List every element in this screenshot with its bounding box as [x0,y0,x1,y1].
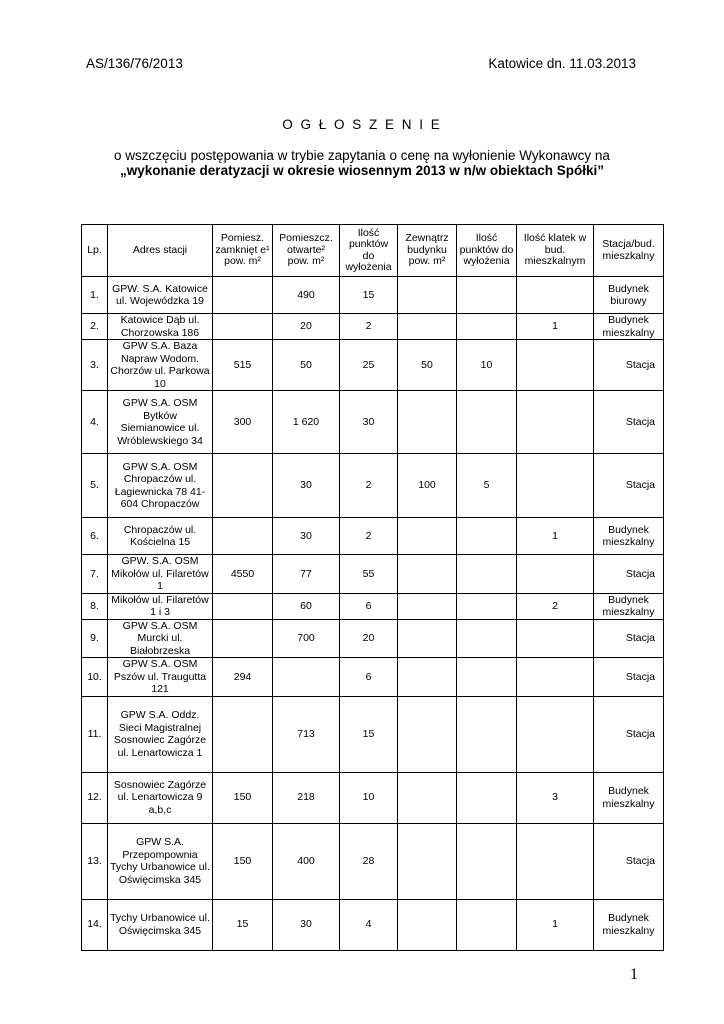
cell-typ: Budynek mieszkalny [594,772,664,823]
cell-otwarte: 30 [273,518,340,555]
cell-punkty2 [457,518,517,555]
header-punkty-1: Ilość punktów do wyłożenia [340,225,398,277]
cell-punkty2 [457,823,517,899]
cell-punkty2 [457,391,517,454]
cell-zamkniete [213,518,273,555]
cell-zewnatrz [398,658,457,697]
cell-lp: 12. [82,772,108,823]
cell-klatki: 1 [517,314,594,340]
cell-zamkniete: 150 [213,772,273,823]
table-row [82,454,664,518]
document-reference: AS/136/76/2013 [86,56,183,71]
cell-klatki [517,658,594,697]
cell-zamkniete: 300 [213,391,273,454]
place-and-date: Katowice dn. 11.03.2013 [488,56,636,71]
cell-lp: 7. [82,555,108,594]
cell-adres: GPW. S.A. Katowice ul. Wojewódzka 19 [108,277,213,314]
cell-zewnatrz [398,593,457,619]
cell-zamkniete [213,314,273,340]
cell-typ: Budynek mieszkalny [594,518,664,555]
cell-lp: 5. [82,454,108,518]
cell-lp: 4. [82,391,108,454]
cell-zewnatrz [398,555,457,594]
cell-klatki: 1 [517,899,594,950]
cell-lp: 1. [82,277,108,314]
cell-otwarte: 700 [273,619,340,658]
cell-punkty1: 2 [340,454,398,518]
cell-zewnatrz [398,518,457,555]
cell-zamkniete: 515 [213,340,273,391]
cell-lp: 14. [82,899,108,950]
cell-lp: 2. [82,314,108,340]
cell-klatki: 1 [517,518,594,555]
cell-zamkniete [213,593,273,619]
cell-punkty1: 6 [340,593,398,619]
header-zewnatrz: Zewnątrz budynku pow. m² [398,225,457,277]
cell-zewnatrz: 100 [398,454,457,518]
cell-punkty2 [457,593,517,619]
cell-klatki [517,823,594,899]
cell-punkty2 [457,619,517,658]
cell-punkty1: 10 [340,772,398,823]
table-row [82,277,664,314]
cell-zewnatrz [398,899,457,950]
cell-typ: Budynek mieszkalny [594,899,664,950]
cell-typ: Budynek biurowy [594,277,664,314]
cell-lp: 10. [82,658,108,697]
cell-punkty1: 2 [340,314,398,340]
cell-adres: GPW S.A. OSM Murcki ul. Białobrzeska [108,619,213,658]
subtitle-line-2: „wykonanie deratyzacji w okresie wiosennym 2013 w n/w obiektach Spółki” [120,163,604,178]
cell-punkty2 [457,772,517,823]
header-adres: Adres stacji [108,225,213,277]
cell-typ: Stacja [594,391,664,454]
cell-adres: Tychy Urbanowice ul. Oświęcimska 345 [108,899,213,950]
cell-adres: Mikołów ul. Filaretów 1 i 3 [108,593,213,619]
cell-zewnatrz [398,772,457,823]
cell-punkty1: 55 [340,555,398,594]
cell-zamkniete: 15 [213,899,273,950]
table-row [82,619,664,658]
cell-otwarte: 713 [273,696,340,772]
cell-otwarte: 400 [273,823,340,899]
cell-typ: Budynek mieszkalny [594,314,664,340]
table-row [82,314,664,340]
cell-klatki: 2 [517,593,594,619]
cell-punkty1: 15 [340,696,398,772]
table-row [82,555,664,594]
cell-klatki [517,696,594,772]
cell-otwarte: 490 [273,277,340,314]
header-zamkniete: Pomiesz. zamknięt e¹ pow. m² [213,225,273,277]
cell-punkty1: 15 [340,277,398,314]
cell-klatki [517,391,594,454]
cell-typ: Stacja [594,454,664,518]
header-lp: Lp. [82,225,108,277]
cell-otwarte: 1 620 [273,391,340,454]
cell-zewnatrz [398,696,457,772]
cell-punkty2: 10 [457,340,517,391]
cell-lp: 3. [82,340,108,391]
cell-zewnatrz [398,314,457,340]
cell-lp: 6. [82,518,108,555]
table-row [82,696,664,772]
cell-klatki [517,619,594,658]
cell-adres: GPW S.A. OSM Bytków Siemianowice ul. Wróblewskiego 34 [108,391,213,454]
header-otwarte: Pomieszcz. otwarte² pow. m² [273,225,340,277]
table-row [82,391,664,454]
cell-zewnatrz: 50 [398,340,457,391]
cell-otwarte: 20 [273,314,340,340]
cell-punkty1: 2 [340,518,398,555]
cell-punkty2 [457,696,517,772]
cell-otwarte: 218 [273,772,340,823]
cell-punkty1: 25 [340,340,398,391]
cell-lp: 8. [82,593,108,619]
header-punkty-2: Ilość punktów do wyłożenia [457,225,517,277]
document-title: O G Ł O S Z E N I E [282,117,442,132]
cell-adres: Katowice Dąb ul. Chorzowska 186 [108,314,213,340]
cell-punkty2: 5 [457,454,517,518]
cell-zewnatrz [398,391,457,454]
cell-punkty2 [457,658,517,697]
cell-typ: Stacja [594,658,664,697]
cell-zewnatrz [398,619,457,658]
cell-typ: Stacja [594,619,664,658]
header-klatki: Ilość klatek w bud. mieszkalnym [517,225,594,277]
cell-klatki [517,555,594,594]
cell-adres: GPW S.A. OSM Chropaczów ul. Łagiewnicka 78 41-604 Chropaczów [108,454,213,518]
objects-table [81,224,664,951]
cell-punkty2 [457,314,517,340]
cell-adres: GPW S.A. Oddz. Sieci Magistralnej Sosnowiec Zagórze ul. Lenartowicza 1 [108,696,213,772]
cell-punkty2 [457,277,517,314]
table-row [82,340,664,391]
table-header-row [82,225,664,277]
cell-lp: 11. [82,696,108,772]
cell-typ: Budynek mieszkalny [594,593,664,619]
cell-otwarte: 60 [273,593,340,619]
cell-typ: Stacja [594,555,664,594]
cell-otwarte: 30 [273,454,340,518]
cell-zamkniete [213,277,273,314]
cell-klatki [517,340,594,391]
cell-zamkniete [213,619,273,658]
cell-lp: 13. [82,823,108,899]
cell-typ: Stacja [594,823,664,899]
cell-lp: 9. [82,619,108,658]
cell-adres: Chropaczów ul. Kościelna 15 [108,518,213,555]
cell-adres: GPW S.A. OSM Pszów ul. Traugutta 121 [108,658,213,697]
cell-punkty1: 6 [340,658,398,697]
cell-zewnatrz [398,823,457,899]
cell-punkty2 [457,555,517,594]
cell-zamkniete: 4550 [213,555,273,594]
cell-adres: GPW S.A. Baza Napraw Wodom. Chorzów ul. Parkowa 10 [108,340,213,391]
cell-klatki [517,454,594,518]
cell-zamkniete: 150 [213,823,273,899]
cell-otwarte: 50 [273,340,340,391]
page-number: 1 [630,966,638,983]
table-row [82,518,664,555]
table-row [82,772,664,823]
cell-zamkniete [213,696,273,772]
cell-zamkniete [213,454,273,518]
cell-zamkniete: 294 [213,658,273,697]
cell-adres: Sosnowiec Zagórze ul. Lenartowicza 9 a,b,c [108,772,213,823]
cell-adres: GPW S.A. Przepompownia Tychy Urbanowice ul. Oświęcimska 345 [108,823,213,899]
cell-punkty1: 30 [340,391,398,454]
cell-adres: GPW. S.A. OSM Mikołów ul. Filaretów 1 [108,555,213,594]
cell-punkty1: 20 [340,619,398,658]
table-row [82,899,664,950]
cell-klatki: 3 [517,772,594,823]
cell-punkty1: 28 [340,823,398,899]
table-row [82,658,664,697]
cell-punkty2 [457,899,517,950]
cell-zewnatrz [398,277,457,314]
table-row [82,593,664,619]
cell-otwarte: 77 [273,555,340,594]
subtitle-line-1: o wszczęciu postępowania w trybie zapytania o cenę na wyłonienie Wykonawcy na [114,148,610,163]
cell-typ: Stacja [594,340,664,391]
cell-typ: Stacja [594,696,664,772]
cell-otwarte: 30 [273,899,340,950]
cell-punkty1: 4 [340,899,398,950]
cell-klatki [517,277,594,314]
cell-otwarte [273,658,340,697]
header-typ: Stacja/bud. mieszkalny [594,225,664,277]
table-row [82,823,664,899]
